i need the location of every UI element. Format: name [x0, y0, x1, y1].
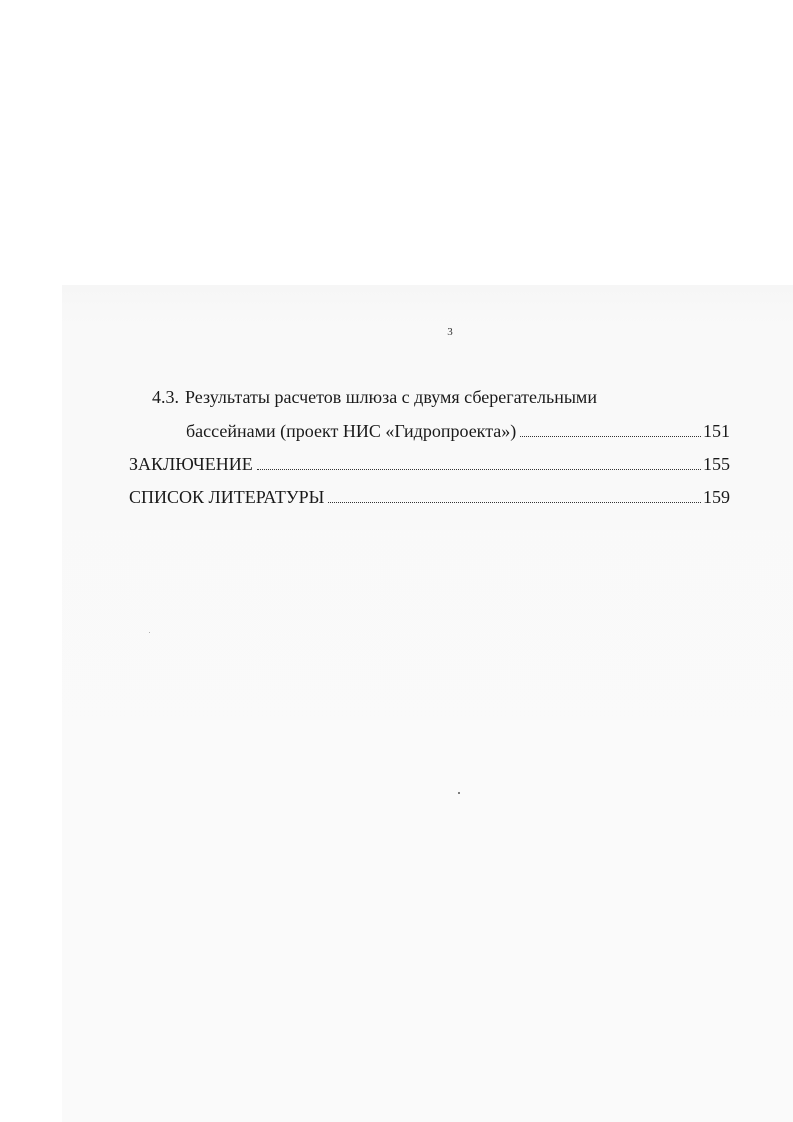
toc-entry-4-3-line1	[152, 386, 597, 408]
dot-leader	[520, 435, 701, 437]
scan-speck	[458, 792, 460, 794]
toc-entry-page: 155	[703, 454, 730, 474]
page-number: 3	[447, 326, 453, 338]
dot-leader	[328, 501, 701, 503]
toc-entry-title: СПИСОК ЛИТЕРАТУРЫ	[129, 487, 325, 507]
toc-entry-conclusion	[129, 453, 730, 475]
dot-leader	[257, 468, 701, 470]
toc-entry-page: 159	[703, 487, 730, 507]
toc-entry-number: 4.3.	[152, 387, 179, 407]
toc-entry-page: 151	[703, 421, 730, 441]
toc-entry-title: ЗАКЛЮЧЕНИЕ	[129, 454, 253, 474]
scan-speck	[149, 632, 150, 633]
toc-entry-title-continued: бассейнами (проект НИС «Гидропроекта»)	[186, 421, 517, 441]
scanned-page-area	[62, 285, 793, 1122]
toc-entry-title: Результаты расчетов шлюза с двумя сберегательными	[185, 387, 597, 407]
toc-entry-references	[129, 486, 730, 508]
toc-entry-4-3-line2	[186, 420, 730, 442]
